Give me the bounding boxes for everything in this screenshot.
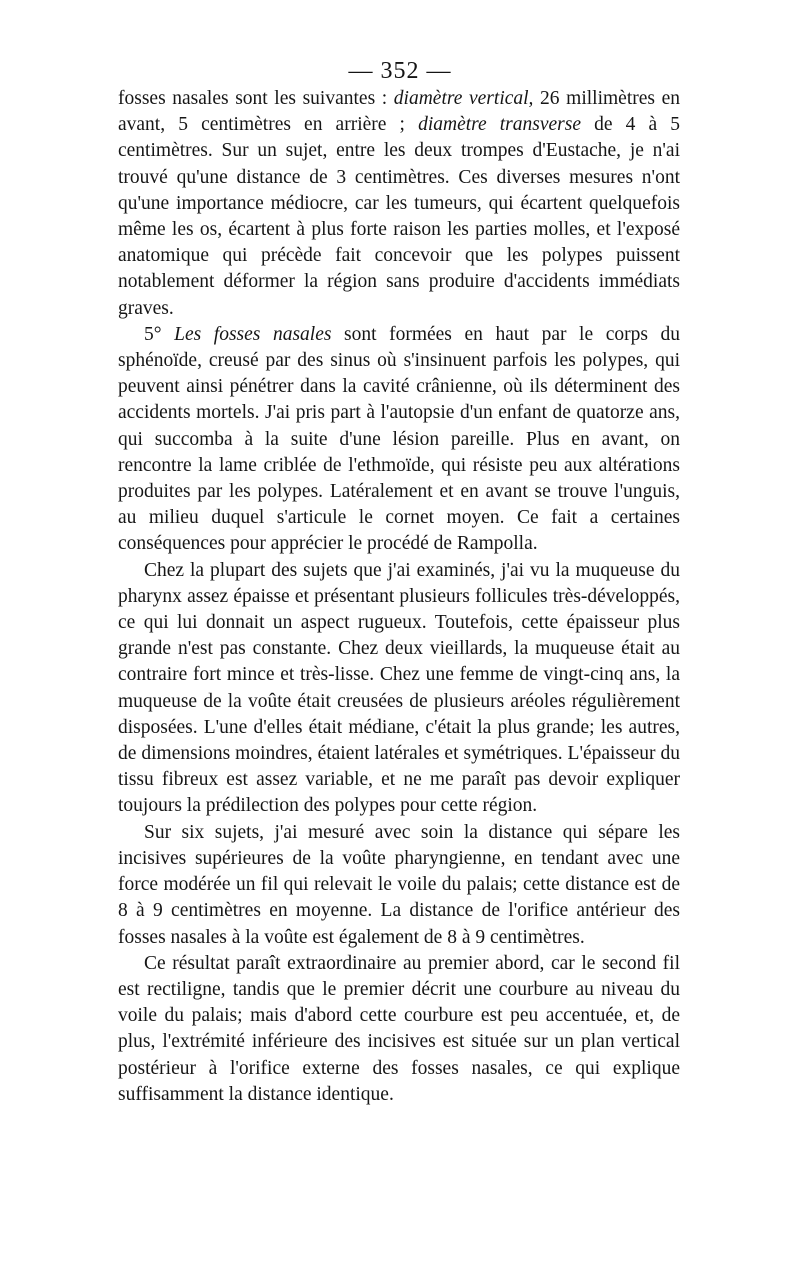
p1-text-2: 26 millimètres en avant, 5 centimètres en arrière ;	[118, 88, 680, 136]
paragraph-5: Ce résultat paraît extraordinaire au premier abord, car le second fil est rectiligne, tandis que le premier décrit une courbure au niveau du voile du palais; mais d'abord cette courbure est peu accentuée, et, de plus, l'extrémité inférieure des incisives est située sur un plan vertical postérieur à l'orifice externe des fosses nasales, ce qui explique suffisamment la distance identique.	[118, 952, 680, 1105]
p1-italic-1: diamètre vertical,	[393, 88, 534, 109]
p2-text-1: 5°	[144, 323, 175, 345]
paragraph-3: Chez la plupart des sujets que j'ai examinés, j'ai vu la muqueuse du pharynx assez épaisse et présentant plusieurs follicules très-développés, ce qui lui donnait un aspect rugueux. Toutefois, cette épaisseur plus grande n'est pas constante. Chez deux vieillards, la muqueuse était au contraire fort mince et très-lisse. Chez une femme de vingt-cinq ans, la muqueuse de la voûte était creusées de plusieurs aréoles régulièrement disposées. L'une d'elles était médiane, c'était la plus grande; les autres, de dimensions moindres, étaient latérales et symétriques. L'épaisseur du tissu fibreux est assez variable, et ne me paraît pas devoir expliquer toujours la prédilection des polypes pour cette région.	[118, 559, 680, 817]
p1-text-1: fosses nasales sont les suivantes :	[118, 88, 394, 109]
p1-text-3: de 4 à 5 centimètres. Sur un sujet, entre les deux trompes d'Eustache, je n'ai trouvé qu'une distance de 3 centimètres. Ces diverses mesures n'ont qu'une importance médiocre, car les tumeurs, qui écartent quelquefois même les os, écartent à plus forte raison les parties molles, et l'exposé anatomique qui précède fait concevoir que les polypes puissent notablement déformer la région sans produire d'accidents immédiats graves.	[118, 114, 680, 319]
body-text	[118, 86, 680, 1108]
page-number: — 352 —	[348, 58, 452, 84]
paragraph-2	[118, 322, 680, 558]
paragraph-1	[118, 86, 680, 322]
p2-text-2: sont formées en haut par le corps du sphénoïde, creusé par des sinus où s'insinuent parfois les polypes, qui peuvent ainsi pénétrer dans la cavité crânienne, où ils déterminent des accidents mortels. J'ai pris part à l'autopsie d'un enfant de quatorze ans, qui succomba à la suite d'une lésion pareille. Plus en avant, on rencontre la lame criblée de l'ethmoïde, qui résiste peu aux altérations produites par les polypes. Latéralement et en avant se trouve l'unguis, au milieu duquel s'articule le cornet moyen. Ce fait a certaines conséquences pour apprécier le procédé de Rampolla.	[118, 323, 680, 555]
p2-italic-1: Les fosses nasales	[174, 323, 332, 345]
paragraph-4: Sur six sujets, j'ai mesuré avec soin la distance qui sépare les incisives supérieures de la voûte pharyngienne, en tendant avec une force modérée un fil qui relevait le voile du palais; cette distance est de 8 à 9 centimètres en moyenne. La distance de l'orifice antérieur des fosses nasales à la voûte est également de 8 à 9 centimètres.	[118, 821, 680, 948]
p1-italic-2: diamètre transverse	[418, 114, 581, 136]
